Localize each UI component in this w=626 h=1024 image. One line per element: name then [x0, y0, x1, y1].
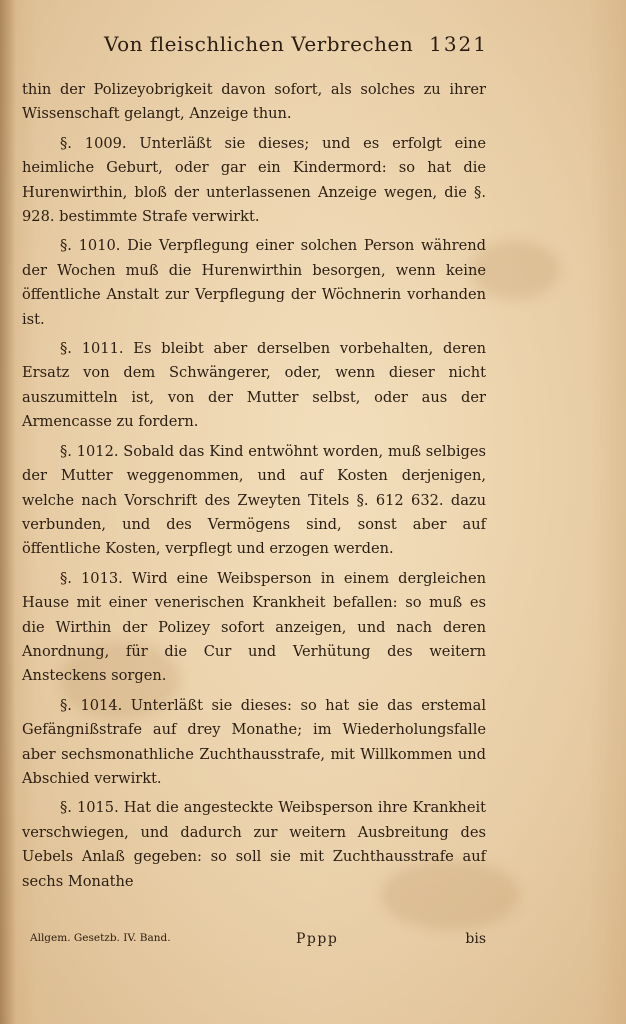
paragraph-1012: §. 1012. Sobald das Kind entwöhnt worden, muß selbiges der Mutter weggenommen, und auf Kosten derjenigen, welche nach Vorschrift des Zweyten Titels §. 612 632. dazu verbunden, und des Vermögens sind, sonst aber auf öffentliche Kosten, verpflegt und erzogen werden. — [22, 442, 486, 558]
paragraph-1013: §. 1013. Wird eine Weibsperson in einem dergleichen Hause mit einer venerischen Krankheit befallen: so muß es die Wirthin der Polizey sofort anzeigen, und nach deren Anordnung, für die Cur und Verhütung des weitern Ansteckens sorgen. — [22, 569, 486, 685]
body-text — [22, 78, 486, 899]
signature-mark: Pppp — [296, 931, 339, 947]
gutter-shadow — [0, 0, 16, 1024]
signature-line: Allgem. Gesetzb. IV. Band. — [30, 932, 171, 944]
catchword: bis — [465, 931, 486, 947]
running-header — [104, 32, 488, 62]
paragraph-continuation: thin der Polizeyobrigkeit davon sofort, als solches zu ihrer Wissenschaft gelangt, Anzeige thun. — [22, 81, 486, 123]
paragraph-1015: §. 1015. Hat die angesteckte Weibsperson ihre Krankheit verschwiegen, und dadurch zur weitern Ausbreitung des Uebels Anlaß gegeben: so soll sie mit Zuchthausstrafe auf sechs Monathe — [22, 799, 486, 890]
paragraph-1010: §. 1010. Die Verpflegung einer solchen Person während der Wochen muß die Hurenwirthin besorgen, wenn keine öffentliche Anstalt zur Verpflegung der Wöchnerin vorhanden ist. — [22, 237, 486, 328]
page-footer — [30, 932, 484, 954]
paragraph-1011: §. 1011. Es bleibt aber derselben vorbehalten, deren Ersatz von dem Schwängerer, oder, wenn dieser nicht auszumitteln ist, von der Mutter selbst, oder aus der Armencasse zu fordern. — [22, 340, 486, 431]
running-title: Von fleischlichen Verbrechen — [104, 32, 414, 56]
paragraph-1009: §. 1009. Unterläßt sie dieses; und es erfolgt eine heimliche Geburt, oder gar ein Kindermord: so hat die Hurenwirthin, bloß der unterlassenen Anzeige wegen, die §. 928. bestimmte Strafe verwirkt. — [22, 134, 486, 226]
paragraph-1014: §. 1014. Unterläßt sie dieses: so hat sie das erstemal Gefängnißstrafe auf drey Monathe; im Wiederholungsfalle aber sechsmonathliche Zuchthausstrafe, mit Willkommen und Abschied verwirkt. — [22, 696, 486, 787]
page-number: 1321 — [429, 32, 488, 56]
